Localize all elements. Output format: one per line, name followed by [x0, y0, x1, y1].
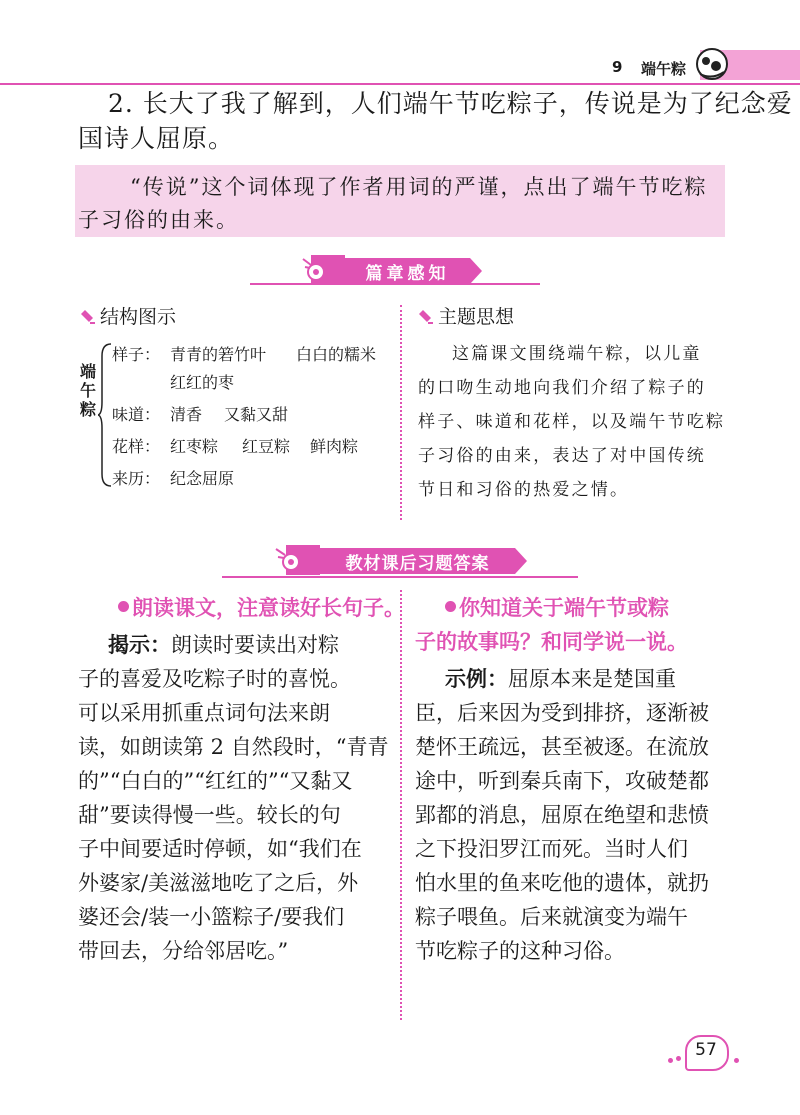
column-divider: [400, 590, 402, 1020]
page-number: 57: [695, 1040, 717, 1060]
paragraph-line-2: 国诗人屈原。: [78, 124, 235, 153]
page-dot: [676, 1056, 681, 1061]
header-rule: [0, 83, 800, 85]
section-title-textbook-answers: 教材课后习题答案: [320, 548, 515, 574]
answer1-question: 朗读课文，注意读好长句子。: [132, 596, 405, 620]
answer1-line: 带回去，分给邻居吃。”: [78, 939, 289, 963]
theme-line: 的口吻生动地向我们介绍了粽子的: [418, 378, 706, 398]
theme-heading: 主题思想: [438, 306, 515, 328]
diagram-item-part: 红红的枣: [170, 373, 235, 392]
theme-line: 子习俗的由来，表达了对中国传统: [418, 446, 706, 466]
diagram-item-part: 红枣粽: [170, 437, 219, 456]
paragraph-line-1: 2. 长大了我了解到，人们端午节吃粽子，传说是为了纪念爱: [108, 89, 793, 118]
section-title-chapter-perception: 篇章感知: [345, 258, 470, 284]
diagram-root: 端午粽: [80, 362, 97, 419]
lesson-logo-icon: [692, 44, 732, 82]
answer2-line: 之下投汨罗江而死。当时人们: [415, 837, 688, 861]
answer1-line: 可以采用抓重点词句法来朗: [78, 701, 330, 725]
pencil-icon: [418, 310, 434, 324]
question-bullet: [445, 601, 456, 612]
answer2-line: 楚怀王疏远，甚至被逐。在流放: [415, 735, 709, 759]
note-line-1: “传说”这个词体现了作者用词的严谨，点出了端午节吃粽: [130, 175, 708, 199]
diagram-item-label: 来历：: [112, 469, 161, 488]
lesson-title: 端午粽: [641, 60, 687, 78]
diagram-item-part: 白白的糯米: [296, 345, 377, 364]
theme-line: 节日和习俗的热爱之情。: [418, 480, 630, 500]
answer2-question-line-2: 子的故事吗？和同学说一说。: [415, 630, 688, 654]
banner-tip: [515, 548, 527, 574]
answer2-line: 臣，后来因为受到排挤，逐渐被: [415, 701, 709, 725]
answer1-line: 婆还会/装一小篮粽子/要我们: [78, 905, 345, 929]
diagram-item-label: 样子：: [112, 345, 161, 364]
page-dot: [668, 1058, 673, 1063]
answer1-line: 揭示：朗读时要读出对粽: [108, 633, 339, 657]
hint-label: 揭示：: [108, 633, 171, 657]
answer1-line: 子中间要适时停顿，如“我们在: [78, 837, 362, 861]
column-divider: [400, 305, 402, 520]
diagram-item-part: 红豆粽: [242, 437, 291, 456]
answer1-line: 的”“白白的”“红红的”“又黏又: [78, 769, 353, 793]
theme-line: 这篇课文围绕端午粽，以儿童: [452, 344, 702, 364]
diagram-item-part: 又黏又甜: [224, 405, 289, 424]
section-rule: [222, 576, 578, 578]
diagram-item-part: 清香: [170, 405, 203, 424]
answer1-line: 读，如朗读第 2 自然段时，“青青: [78, 735, 389, 759]
note-line-2: 子习俗的由来。: [78, 208, 239, 232]
pen-decoration-icon: [274, 545, 320, 575]
answer1-line: 外婆家/美滋滋地吃了之后，外: [78, 871, 359, 895]
answer1-line: 子的喜爱及吃粽子时的喜悦。: [78, 667, 351, 691]
diagram-brace: [98, 342, 112, 488]
lesson-number: 9: [612, 58, 623, 76]
structure-heading: 结构图示: [100, 306, 177, 328]
banner-tip: [470, 258, 482, 284]
diagram-item-part: 鲜肉粽: [310, 437, 359, 456]
diagram-item-label: 花样：: [112, 437, 161, 456]
diagram-item-label: 味道：: [112, 405, 161, 424]
diagram-item-part: 纪念屈原: [170, 469, 235, 488]
answer1-line: 甜”要读得慢一些。较长的句: [78, 803, 341, 827]
page-dot: [734, 1058, 739, 1063]
pen-decoration-icon: [301, 255, 345, 285]
answer2-line: 郢都的消息，屈原在绝望和悲愤: [415, 803, 709, 827]
theme-line: 样子、味道和花样，以及端午节吃粽: [418, 412, 726, 432]
pencil-icon: [80, 310, 96, 324]
diagram-item-part: 青青的箬竹叶: [170, 345, 267, 364]
example-label: 示例：: [445, 667, 508, 691]
answer2-line: 怕水里的鱼来吃他的遗体，就扔: [415, 871, 709, 895]
answer2-line: 节吃粽子的这种习俗。: [415, 939, 625, 963]
question-bullet: [118, 601, 129, 612]
answer2-question-line-1: 你知道关于端午节或粽: [459, 596, 669, 620]
answer2-line: 示例：屈原本来是楚国重: [445, 667, 676, 691]
answer2-line: 粽子喂鱼。后来就演变为端午: [415, 905, 688, 929]
answer2-line: 途中，听到秦兵南下，攻破楚都: [415, 769, 709, 793]
